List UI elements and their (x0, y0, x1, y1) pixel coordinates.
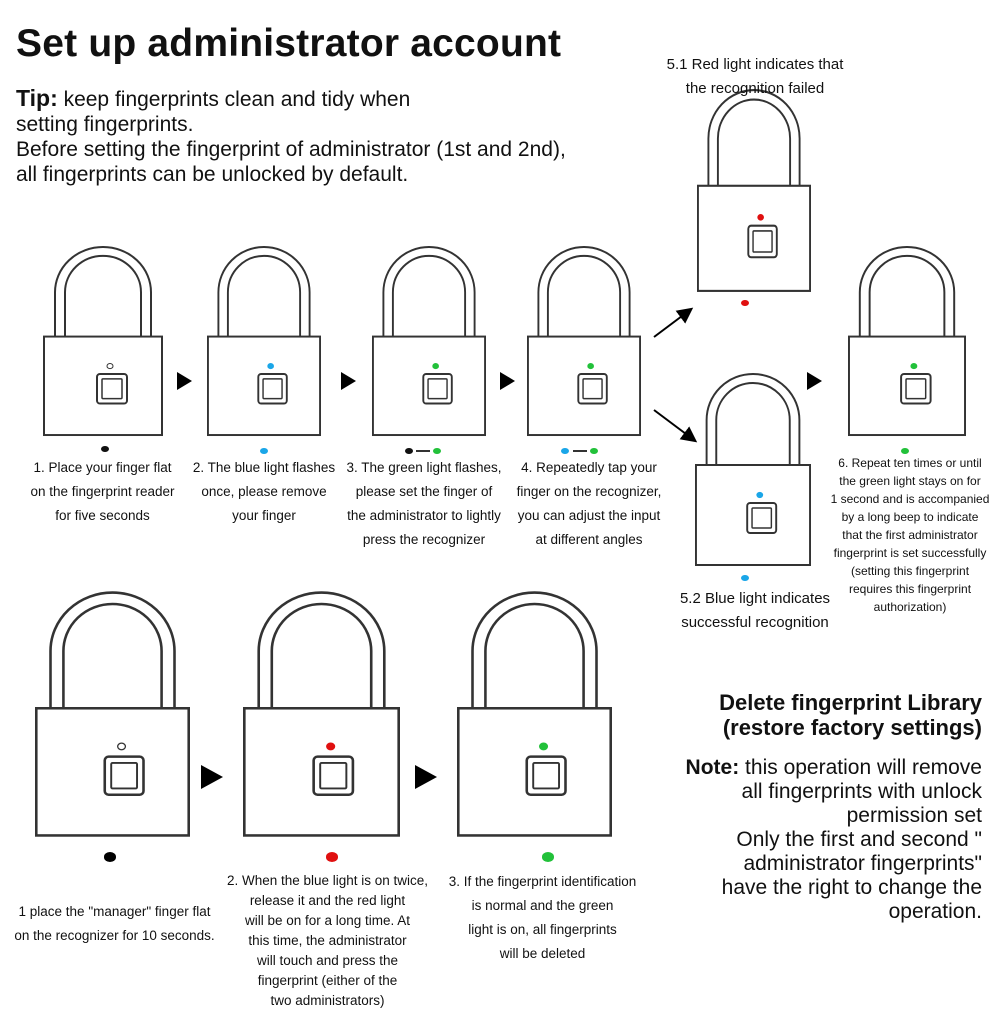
caption-line: this time, the administrator (248, 933, 407, 948)
transition-arrow-icon (416, 450, 430, 452)
note-line: all fingerprints with unlock (741, 780, 982, 803)
caption-line: two administrators) (270, 993, 385, 1008)
shackle-inner (393, 256, 465, 337)
caption-line: by a long beep to indicate (841, 510, 979, 524)
branch-arrows-icon (640, 295, 710, 455)
indicator-light-icon (260, 448, 268, 454)
caption-line: will be on for a long time. At (244, 913, 411, 928)
shackle-inner (485, 604, 583, 708)
led-indicator (433, 364, 439, 369)
caption-line: the administrator to lightly (347, 508, 501, 523)
caption-result_success (665, 587, 845, 635)
note-line: administrator fingerprints" (743, 852, 982, 875)
shackle-inner (716, 383, 789, 465)
led-indicator (118, 743, 126, 750)
caption-line: 1 second and is accompanied (830, 492, 990, 506)
padlock-setup_steps-3 (527, 245, 641, 437)
indicator-light-icon (741, 300, 749, 306)
shackle-inner (272, 604, 371, 708)
note-line: have the right to change the (721, 876, 982, 899)
shackle-inner (228, 256, 300, 337)
delete-note (622, 756, 982, 924)
caption-line: press the recognizer (362, 532, 486, 547)
padlock-setup_steps-2 (372, 245, 486, 437)
indicator-light-icon (542, 852, 554, 862)
padlock-delete_steps-2 (457, 590, 612, 838)
caption-line: please set the finger of (355, 484, 493, 499)
led-indicator (107, 364, 113, 369)
delete-heading-1: Delete fingerprint Library (719, 690, 982, 715)
caption-line: will touch and press the (256, 953, 399, 968)
caption-line: requires this fingerprint (848, 582, 972, 596)
shackle (259, 593, 385, 709)
arrow-right-icon (201, 765, 223, 789)
padlock-result_fail (697, 88, 811, 293)
indicator-light-icon (561, 448, 569, 454)
padlock-setup_steps-0 (43, 245, 163, 437)
caption-line: 3. The green light flashes, (346, 460, 502, 475)
caption-line: your finger (232, 508, 296, 523)
led-indicator (540, 743, 548, 750)
caption-delete_steps-2 (435, 870, 650, 966)
led-indicator (757, 492, 763, 497)
shackle-inner (870, 256, 945, 337)
caption-line: will be deleted (499, 946, 586, 961)
indicator-light-icon (326, 852, 338, 862)
tip-line-4: all fingerprints can be unlocked by default. (16, 163, 409, 186)
tip-line-3: Before setting the fingerprint of administrator (1st and 2nd), (16, 138, 566, 161)
caption-line: 4. Repeatedly tap your (521, 460, 657, 475)
shackle-inner (548, 256, 620, 337)
caption-line: authorization) (873, 600, 947, 614)
padlock-delete_steps-1 (243, 590, 400, 838)
tip-label: Tip: (16, 85, 58, 111)
arrow-right-icon (415, 765, 437, 789)
caption-line: release it and the red light (249, 893, 406, 908)
indicator-light-icon (101, 446, 109, 452)
indicator-light-icon (405, 448, 413, 454)
shackle (708, 90, 799, 186)
arrow-right-icon (177, 372, 192, 390)
tip-line-2: setting fingerprints. (16, 113, 194, 136)
caption-line: 6. Repeat ten times or until (838, 456, 982, 470)
caption-line: you can adjust the input (517, 508, 661, 523)
caption-setup_steps-1 (192, 456, 336, 528)
shackle (473, 593, 597, 709)
tip-text (16, 86, 676, 187)
caption-line: 2. When the blue light is on twice, (226, 873, 429, 888)
shackle-inner (63, 604, 161, 708)
led-indicator (327, 743, 335, 750)
note-line: permission set (846, 804, 982, 827)
caption-line: 3. If the fingerprint identification (448, 874, 637, 889)
caption-delete_steps-0 (2, 900, 227, 948)
indicator-light-icon (741, 575, 749, 581)
shackle (860, 247, 954, 337)
caption-line: 1 place the "manager" finger flat (18, 904, 211, 919)
caption-result_fail (630, 53, 880, 101)
shackle (51, 593, 175, 709)
caption-line: on the recognizer for 10 seconds. (14, 928, 215, 943)
led-indicator (758, 215, 764, 220)
caption-line: the green light stays on for (839, 474, 981, 488)
indicator-light-icon (104, 852, 116, 862)
caption-setup_steps-3 (508, 456, 670, 552)
padlock-setup_steps-1 (207, 245, 321, 437)
caption-line: 1. Place your finger flat (33, 460, 172, 475)
caption-setup_steps-2 (336, 456, 512, 552)
caption-line: light is on, all fingerprints (468, 922, 617, 937)
shackle-inner (65, 256, 141, 337)
transition-arrow-icon (573, 450, 587, 452)
caption-line: 5.1 Red light indicates that (666, 56, 844, 73)
caption-line: at different angles (535, 532, 643, 547)
delete-heading-2: (restore factory settings) (722, 715, 982, 740)
led-indicator (268, 364, 274, 369)
caption-delete_steps-1 (215, 871, 440, 1011)
caption-line: fingerprint (either of the (257, 973, 398, 988)
indicator-light-icon (590, 448, 598, 454)
led-indicator (911, 364, 917, 369)
shackle (383, 247, 474, 337)
note-line: operation. (888, 900, 982, 923)
indicator-light-icon (433, 448, 441, 454)
caption-line: 5.2 Blue light indicates (679, 590, 831, 607)
padlock-result_success (695, 372, 811, 567)
caption-line: for five seconds (55, 508, 150, 523)
padlock-step6 (848, 245, 966, 437)
arrow-right-icon (500, 372, 515, 390)
caption-setup_steps-0 (10, 456, 195, 528)
page-title: Set up administrator account (16, 22, 562, 65)
tip-line-1: keep fingerprints clean and tidy when (57, 88, 411, 111)
caption-line: (setting this fingerprint (850, 564, 970, 578)
arrow-right-icon (341, 372, 356, 390)
caption-line: finger on the recognizer, (516, 484, 662, 499)
shackle (707, 374, 800, 465)
caption-line: that the first administrator (842, 528, 978, 542)
note-line: this operation will remove (739, 756, 982, 779)
shackle (55, 247, 151, 337)
shackle (538, 247, 629, 337)
padlock-delete_steps-0 (35, 590, 190, 838)
caption-line: fingerprint is set successfully (833, 546, 987, 560)
led-indicator (588, 364, 594, 369)
caption-line: is normal and the green (471, 898, 614, 913)
note-line: Only the first and second " (736, 828, 982, 851)
caption-line: on the fingerprint reader (30, 484, 175, 499)
shackle (218, 247, 309, 337)
caption-step6 (825, 454, 995, 616)
caption-line: 2. The blue light flashes (192, 460, 336, 475)
arrow-right-icon (807, 372, 822, 390)
caption-line: once, please remove (201, 484, 327, 499)
note-label: Note: (685, 756, 740, 779)
caption-line: successful recognition (681, 614, 829, 631)
delete-fingerprint-section (622, 690, 982, 924)
caption-line: the recognition failed (685, 80, 825, 97)
shackle-inner (718, 100, 790, 186)
